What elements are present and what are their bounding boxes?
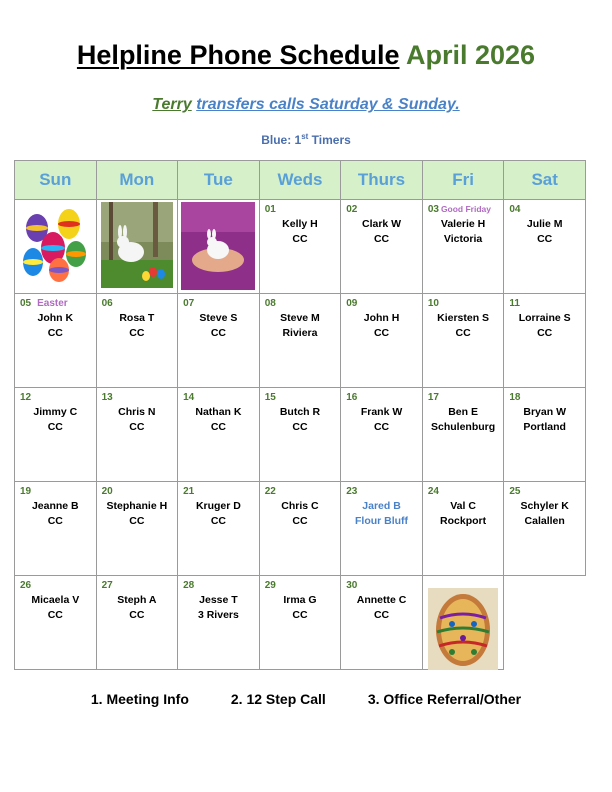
day-cell-02 <box>341 200 423 294</box>
volunteer-location: CC <box>292 515 308 527</box>
volunteer-location: CC <box>455 327 471 339</box>
volunteer-name: John K <box>37 312 74 324</box>
day-header-thurs: Thurs <box>341 161 423 200</box>
easter-eggs-image <box>21 204 91 284</box>
volunteer-name: Schyler K <box>520 500 569 512</box>
calendar-week <box>15 482 586 576</box>
day-number: 19 <box>20 486 32 497</box>
legend-first-timers <box>0 132 612 147</box>
day-number: 06 <box>101 298 113 309</box>
subtitle-text: transfers calls Saturday & Sunday. <box>196 96 460 113</box>
volunteer-name: Julie M <box>526 218 563 230</box>
decorated-egg-image-cell <box>422 576 504 670</box>
day-header-tue: Tue <box>178 161 260 200</box>
holiday-label: Good Friday <box>440 204 491 214</box>
volunteer-name: Stephanie H <box>106 500 168 512</box>
day-number: 14 <box>183 392 195 403</box>
day-number: 24 <box>427 486 439 497</box>
day-number: 12 <box>20 392 32 403</box>
volunteer-location: CC <box>373 609 390 621</box>
subtitle-name: Terry <box>152 96 192 113</box>
day-number: 15 <box>264 392 276 403</box>
calendar-week <box>15 576 586 670</box>
volunteer-name: Lorraine S <box>518 312 571 324</box>
title-month: April 2026 <box>406 40 536 70</box>
volunteer-name: Chris N <box>118 406 156 418</box>
day-cell-14 <box>178 388 260 482</box>
day-number-with-holiday <box>428 204 491 215</box>
day-cell-09 <box>341 294 423 388</box>
calendar-week <box>15 200 586 294</box>
page-title <box>0 40 612 71</box>
call-type-legend <box>0 691 612 707</box>
day-cell-01 <box>259 200 341 294</box>
day-cell-07 <box>178 294 260 388</box>
day-cell-25 <box>504 482 586 576</box>
volunteer-name: Jimmy C <box>33 406 78 418</box>
day-number: 27 <box>101 580 113 591</box>
day-cell-19 <box>15 482 97 576</box>
volunteer-name: Micaela V <box>31 594 80 606</box>
volunteer-location: CC <box>292 421 308 433</box>
volunteer-name: Val C <box>450 500 476 512</box>
volunteer-name: Frank W <box>360 406 403 418</box>
legend-item-meeting-info: 1. Meeting Info <box>90 691 189 707</box>
day-number: 18 <box>509 392 521 403</box>
volunteer-name: Nathan K <box>195 406 242 418</box>
day-number: 05 <box>20 298 32 309</box>
day-number: 28 <box>183 580 195 591</box>
day-number: 26 <box>20 580 32 591</box>
volunteer-name: Bryan W <box>523 406 566 418</box>
volunteer-location: CC <box>129 327 145 339</box>
volunteer-name: Steve M <box>280 312 320 324</box>
volunteer-location: CC <box>373 421 390 433</box>
calendar-week <box>15 294 586 388</box>
subtitle <box>0 96 612 114</box>
volunteer-location: Riviera <box>282 327 318 339</box>
day-cell-28 <box>178 576 260 670</box>
volunteer-location: CC <box>373 327 390 339</box>
calendar-header-row <box>15 161 586 200</box>
day-number: 04 <box>509 204 521 215</box>
day-cell-23 <box>341 482 423 576</box>
volunteer-name: Kruger D <box>195 500 241 512</box>
day-header-sun: Sun <box>15 161 97 200</box>
title-main: Helpline Phone Schedule <box>76 40 400 70</box>
volunteer-name: Steph A <box>117 594 157 606</box>
day-number: 07 <box>183 298 195 309</box>
day-number: 23 <box>346 486 358 497</box>
volunteer-location: Schulenburg <box>431 421 496 433</box>
volunteer-name: John H <box>363 312 400 324</box>
day-cell-18 <box>504 388 586 482</box>
volunteer-location-first-timer: Flour Bluff <box>354 515 409 527</box>
volunteer-location: CC <box>47 327 63 339</box>
day-number: 11 <box>509 298 520 309</box>
day-cell-21 <box>178 482 260 576</box>
legend-item-office-referral: 3. Office Referral/Other <box>367 691 522 707</box>
day-number: 20 <box>101 486 113 497</box>
volunteer-name: Rosa T <box>119 312 155 324</box>
holiday-label: Easter <box>37 298 68 309</box>
legend-suffix: Timers <box>308 133 351 147</box>
day-number: 10 <box>427 298 439 309</box>
day-number: 01 <box>264 204 276 215</box>
day-number: 29 <box>264 580 276 591</box>
day-cell-27 <box>96 576 178 670</box>
volunteer-name: Jesse T <box>199 594 238 606</box>
day-number: 25 <box>509 486 521 497</box>
day-cell-20 <box>96 482 178 576</box>
volunteer-name: Ben E <box>448 406 478 418</box>
volunteer-location: CC <box>129 609 145 621</box>
day-cell-26 <box>15 576 97 670</box>
day-cell-16 <box>341 388 423 482</box>
volunteer-location: CC <box>210 421 226 433</box>
legend-prefix: Blue: 1 <box>261 133 302 147</box>
day-number: 03 <box>427 204 439 215</box>
bunny-hands-image <box>181 202 255 290</box>
volunteer-location: CC <box>537 233 553 245</box>
volunteer-name: Jeanne B <box>31 500 79 512</box>
volunteer-location: CC <box>292 609 308 621</box>
volunteer-location: CC <box>129 421 145 433</box>
volunteer-name: Valerie H <box>440 218 486 230</box>
volunteer-location: CC <box>47 609 63 621</box>
volunteer-location: CC <box>47 421 63 433</box>
day-cell-17 <box>422 388 504 482</box>
legend-sup: st <box>301 132 309 141</box>
calendar-grid <box>14 160 586 670</box>
easter-eggs-image-cell <box>15 200 97 294</box>
volunteer-name: Kelly H <box>282 218 318 230</box>
volunteer-location: Victoria <box>443 233 483 245</box>
volunteer-location: Calallen <box>524 515 565 527</box>
volunteer-name: Chris C <box>281 500 319 512</box>
bunny-hands-image-cell <box>178 200 260 294</box>
volunteer-location: CC <box>210 327 226 339</box>
volunteer-location: CC <box>47 515 63 527</box>
day-cell-12 <box>15 388 97 482</box>
volunteer-location: Rockport <box>440 515 487 527</box>
day-number: 30 <box>346 580 358 591</box>
decorated-egg-image <box>428 588 498 670</box>
day-cell-24 <box>422 482 504 576</box>
day-header-weds: Weds <box>259 161 341 200</box>
day-cell-30 <box>341 576 423 670</box>
volunteer-location: CC <box>129 515 145 527</box>
day-number: 13 <box>101 392 113 403</box>
volunteer-location: 3 Rivers <box>197 609 239 621</box>
volunteer-location: CC <box>292 233 308 245</box>
volunteer-name: Annette C <box>356 594 407 606</box>
volunteer-name: Clark W <box>361 218 402 230</box>
bunny-garden-image-cell <box>96 200 178 294</box>
day-header-mon: Mon <box>96 161 178 200</box>
volunteer-name: Irma G <box>283 594 317 606</box>
volunteer-location: Portland <box>523 421 566 433</box>
volunteer-name-first-timer: Jared B <box>362 500 401 512</box>
volunteer-name: Steve S <box>199 312 238 324</box>
volunteer-location: CC <box>210 515 226 527</box>
volunteer-name: Kiersten S <box>437 312 490 324</box>
day-cell-22 <box>259 482 341 576</box>
day-cell-13 <box>96 388 178 482</box>
day-number: 16 <box>346 392 358 403</box>
volunteer-name: Butch R <box>279 406 321 418</box>
day-cell-15 <box>259 388 341 482</box>
volunteer-location: CC <box>373 233 390 245</box>
day-cell-05 <box>15 294 97 388</box>
day-cell-11 <box>504 294 586 388</box>
day-number: 17 <box>427 392 439 403</box>
day-cell-03 <box>422 200 504 294</box>
day-number: 22 <box>264 486 276 497</box>
day-cell-29 <box>259 576 341 670</box>
day-number-with-holiday <box>20 298 68 309</box>
day-number: 02 <box>346 204 358 215</box>
calendar-week <box>15 388 586 482</box>
day-header-fri: Fri <box>422 161 504 200</box>
day-number: 09 <box>346 298 358 309</box>
day-header-sat: Sat <box>504 161 586 200</box>
bunny-garden-image <box>101 202 173 288</box>
day-cell-10 <box>422 294 504 388</box>
day-number: 08 <box>264 298 276 309</box>
day-cell-06 <box>96 294 178 388</box>
legend-item-12-step-call: 2. 12 Step Call <box>230 691 326 707</box>
volunteer-location: CC <box>537 327 553 339</box>
day-cell-08 <box>259 294 341 388</box>
day-number: 21 <box>183 486 195 497</box>
day-cell-04 <box>504 200 586 294</box>
